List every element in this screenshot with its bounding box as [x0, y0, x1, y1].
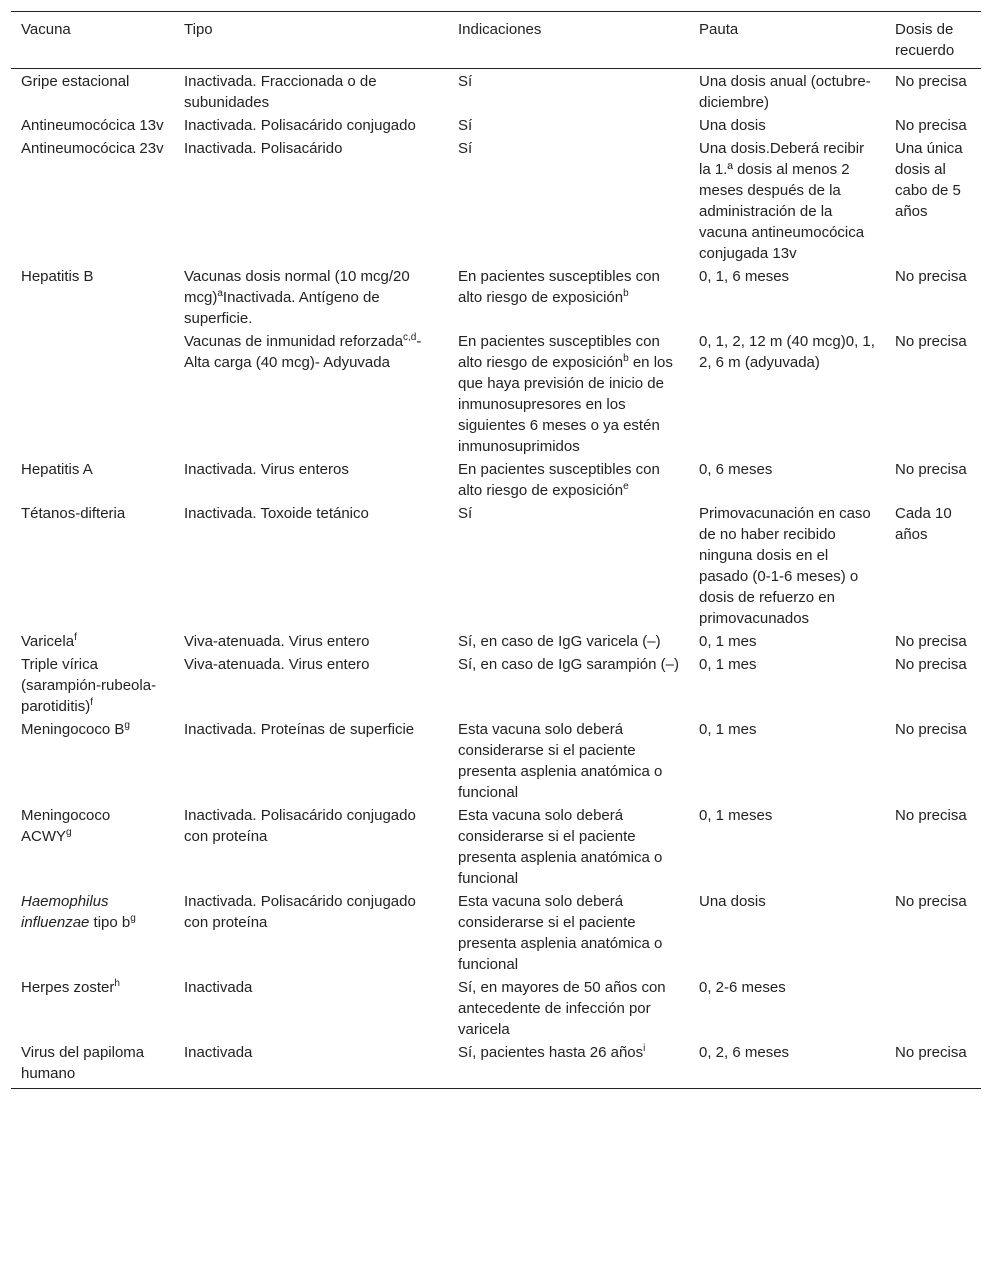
vacuna-footnote-mark: f: [74, 632, 77, 643]
tipo-text-cont: - Alta carga (40 mcg)- Adyuvada: [184, 333, 422, 371]
cell-vacuna: [11, 458, 174, 502]
header-dosis-recuerdo: Dosis de recuerdo: [895, 21, 955, 59]
dosis-text: No precisa: [895, 893, 967, 910]
indicaciones-text: Sí: [458, 73, 473, 90]
table-row: [11, 630, 981, 653]
vacuna-text: Meningococo B: [21, 721, 125, 738]
vacuna-text: Meningococo ACWY: [21, 807, 111, 845]
vacuna-text: Gripe estacional: [21, 73, 130, 90]
cell-tipo: [174, 458, 448, 502]
cell-tipo: [174, 890, 448, 976]
cell-tipo: [174, 804, 448, 890]
vacuna-text: Varicela: [21, 633, 75, 650]
cell-dosis: [885, 718, 981, 804]
cell-indicaciones: [448, 976, 689, 1041]
table-row: [11, 890, 981, 976]
cell-indicaciones: [448, 458, 689, 502]
indicaciones-text: Sí: [458, 117, 473, 134]
cell-indicaciones: [448, 330, 689, 458]
dosis-text: No precisa: [895, 656, 967, 673]
vacuna-text: Triple vírica (sarampión-rubeola-parotiditis): [21, 656, 157, 715]
cell-pauta: [689, 890, 885, 976]
cell-vacuna: [11, 1041, 174, 1089]
dosis-text: No precisa: [895, 807, 967, 824]
cell-indicaciones: [448, 718, 689, 804]
indicaciones-text: Esta vacuna solo deberá considerarse si el paciente presenta asplenia anatómica o funcional: [458, 721, 663, 801]
table-row: [11, 330, 981, 458]
tipo-text: Inactivada: [184, 1044, 253, 1061]
cell-vacuna: [11, 804, 174, 890]
dosis-text: No precisa: [895, 461, 967, 478]
vacuna-footnote-mark: g: [66, 827, 72, 838]
table-row: [11, 804, 981, 890]
dosis-text: Cada 10 años: [895, 505, 952, 543]
cell-tipo: [174, 1041, 448, 1089]
pauta-text: Primovacunación en caso de no haber recibido ninguna dosis en el pasado (0-1-6 meses) o dosis de refuerzo en primovacunados: [699, 505, 871, 627]
table-row: [11, 114, 981, 137]
cell-indicaciones: [448, 630, 689, 653]
cell-vacuna: [11, 653, 174, 718]
table-row: [11, 458, 981, 502]
indicaciones-footnote-mark: e: [623, 481, 629, 492]
cell-pauta: [689, 1041, 885, 1089]
cell-dosis: [885, 1041, 981, 1089]
header-pauta: Pauta: [699, 21, 739, 38]
cell-indicaciones: [448, 890, 689, 976]
cell-tipo: [174, 330, 448, 458]
vacuna-text: Virus del papiloma humano: [21, 1044, 145, 1082]
cell-dosis: [885, 330, 981, 458]
cell-vacuna: [11, 114, 174, 137]
pauta-text: 0, 2, 6 meses: [699, 1044, 790, 1061]
vacuna-footnote-mark: g: [130, 913, 136, 924]
cell-indicaciones: [448, 653, 689, 718]
cell-pauta: [689, 330, 885, 458]
cell-tipo: [174, 630, 448, 653]
vacuna-footnote-mark: h: [114, 978, 120, 989]
cell-dosis: [885, 502, 981, 630]
header-tipo: Tipo: [184, 21, 213, 38]
cell-dosis: [885, 976, 981, 1041]
table-body: [11, 69, 981, 1089]
cell-tipo: [174, 137, 448, 265]
cell-vacuna: [11, 265, 174, 330]
pauta-text: 0, 1, 6 meses: [699, 268, 790, 285]
vacuna-text: Antineumocócica 23v: [21, 140, 164, 157]
cell-dosis: [885, 890, 981, 976]
tipo-text: Viva-atenuada. Virus entero: [184, 633, 370, 650]
dosis-text: Una única dosis al cabo de 5 años: [895, 140, 963, 220]
vacuna-footnote-mark: f: [90, 697, 93, 708]
tipo-text: Inactivada. Fraccionada o de subunidades: [184, 73, 377, 111]
cell-pauta: [689, 458, 885, 502]
cell-pauta: [689, 69, 885, 115]
cell-vacuna: [11, 137, 174, 265]
cell-dosis: [885, 137, 981, 265]
cell-dosis: [885, 265, 981, 330]
cell-dosis: [885, 653, 981, 718]
cell-indicaciones: [448, 1041, 689, 1089]
tipo-text: Viva-atenuada. Virus entero: [184, 656, 370, 673]
tipo-text-cont: Inactivada. Antígeno de superficie.: [184, 289, 380, 327]
cell-tipo: [174, 69, 448, 115]
cell-vacuna: [11, 502, 174, 630]
indicaciones-text: Sí: [458, 140, 473, 157]
table-row: [11, 265, 981, 330]
dosis-text: No precisa: [895, 268, 967, 285]
indicaciones-footnote-mark: b: [623, 353, 629, 364]
cell-pauta: [689, 114, 885, 137]
pauta-text: Una dosis: [699, 117, 766, 134]
pauta-text: Una dosis.Deberá recibir la 1.ª dosis al menos 2 meses después de la administración de la vacuna antineumocócica conjugada 13v: [699, 140, 865, 262]
vaccine-table: [11, 11, 981, 1089]
table-row: [11, 976, 981, 1041]
cell-dosis: [885, 804, 981, 890]
cell-pauta: [689, 804, 885, 890]
cell-vacuna: [11, 630, 174, 653]
vacuna-text: Tétanos-difteria: [21, 505, 126, 522]
vacuna-text: Antineumocócica 13v: [21, 117, 164, 134]
tipo-footnote-mark: c,d: [403, 332, 417, 343]
tipo-text: Inactivada. Toxoide tetánico: [184, 505, 369, 522]
vacuna-text: Haemophilus influenzae: [21, 893, 109, 931]
cell-tipo: [174, 114, 448, 137]
header-vacuna: Vacuna: [21, 21, 71, 38]
indicaciones-text: Esta vacuna solo deberá considerarse si el paciente presenta asplenia anatómica o funcional: [458, 893, 663, 973]
vacuna-text: Herpes zoster: [21, 979, 115, 996]
vaccine-table-container: [11, 11, 981, 1089]
indicaciones-text: Sí: [458, 505, 473, 522]
indicaciones-text-cont: en los que haya previsión de inicio de inmunosupresores en los siguientes 6 meses o ya estén inmunosuprimidos: [458, 354, 673, 455]
pauta-text: 0, 1 meses: [699, 807, 773, 824]
cell-vacuna: [11, 69, 174, 115]
tipo-footnote-mark: a: [217, 288, 223, 299]
vacuna-text: Hepatitis A: [21, 461, 93, 478]
vacuna-footnote-mark: g: [124, 720, 130, 731]
cell-tipo: [174, 718, 448, 804]
vacuna-text-cont: tipo b: [89, 914, 131, 931]
tipo-text: Inactivada. Virus enteros: [184, 461, 349, 478]
indicaciones-text: Sí, en caso de IgG varicela (–): [458, 633, 661, 650]
dosis-text: No precisa: [895, 1044, 967, 1061]
cell-indicaciones: [448, 69, 689, 115]
cell-tipo: [174, 265, 448, 330]
indicaciones-footnote-mark: b: [623, 288, 629, 299]
cell-tipo: [174, 653, 448, 718]
indicaciones-text: Esta vacuna solo deberá considerarse si el paciente presenta asplenia anatómica o funcional: [458, 807, 663, 887]
cell-pauta: [689, 265, 885, 330]
cell-pauta: [689, 653, 885, 718]
cell-pauta: [689, 137, 885, 265]
pauta-text: 0, 2-6 meses: [699, 979, 786, 996]
tipo-text: Inactivada. Polisacárido conjugado con proteína: [184, 893, 416, 931]
vacuna-text: Hepatitis B: [21, 268, 94, 285]
indicaciones-text: Sí, pacientes hasta 26 años: [458, 1044, 644, 1061]
cell-dosis: [885, 630, 981, 653]
cell-tipo: [174, 976, 448, 1041]
pauta-text: 0, 1 mes: [699, 633, 757, 650]
dosis-text: No precisa: [895, 333, 967, 350]
pauta-text: 0, 1, 2, 12 m (40 mcg)0, 1, 2, 6 m (adyuvada): [699, 333, 875, 371]
pauta-text: 0, 6 meses: [699, 461, 773, 478]
cell-dosis: [885, 458, 981, 502]
table-row: [11, 137, 981, 265]
cell-pauta: [689, 718, 885, 804]
dosis-text: No precisa: [895, 721, 967, 738]
indicaciones-footnote-mark: i: [643, 1043, 646, 1054]
table-header-row: [11, 12, 981, 69]
dosis-text: No precisa: [895, 633, 967, 650]
header-indicaciones: Indicaciones: [458, 21, 542, 38]
tipo-text: Vacunas de inmunidad reforzada: [184, 333, 404, 350]
dosis-text: No precisa: [895, 73, 967, 90]
pauta-text: Una dosis anual (octubre-diciembre): [699, 73, 871, 111]
indicaciones-text: En pacientes susceptibles con alto riesgo de exposición: [458, 333, 660, 371]
table-row: [11, 653, 981, 718]
cell-pauta: [689, 976, 885, 1041]
table-row: [11, 69, 981, 115]
indicaciones-text: En pacientes susceptibles con alto riesgo de exposición: [458, 268, 660, 306]
cell-vacuna: [11, 890, 174, 976]
cell-indicaciones: [448, 265, 689, 330]
cell-indicaciones: [448, 804, 689, 890]
cell-indicaciones: [448, 502, 689, 630]
cell-tipo: [174, 502, 448, 630]
indicaciones-text: En pacientes susceptibles con alto riesgo de exposición: [458, 461, 660, 499]
cell-vacuna: [11, 718, 174, 804]
cell-dosis: [885, 114, 981, 137]
cell-vacuna: [11, 330, 174, 458]
cell-dosis: [885, 69, 981, 115]
cell-indicaciones: [448, 114, 689, 137]
cell-vacuna: [11, 976, 174, 1041]
pauta-text: 0, 1 mes: [699, 656, 757, 673]
pauta-text: 0, 1 mes: [699, 721, 757, 738]
table-row: [11, 1041, 981, 1089]
tipo-text: Inactivada. Polisacárido conjugado: [184, 117, 416, 134]
cell-pauta: [689, 630, 885, 653]
dosis-text: No precisa: [895, 117, 967, 134]
tipo-text: Inactivada. Proteínas de superficie: [184, 721, 415, 738]
pauta-text: Una dosis: [699, 893, 766, 910]
cell-pauta: [689, 502, 885, 630]
table-row: [11, 502, 981, 630]
tipo-text: Inactivada: [184, 979, 253, 996]
tipo-text: Vacunas dosis normal (10 mcg/20 mcg): [184, 268, 410, 306]
indicaciones-text: Sí, en mayores de 50 años con antecedente de infección por varicela: [458, 979, 666, 1038]
indicaciones-text: Sí, en caso de IgG sarampión (–): [458, 656, 679, 673]
table-row: [11, 718, 981, 804]
cell-indicaciones: [448, 137, 689, 265]
tipo-text: Inactivada. Polisacárido: [184, 140, 343, 157]
tipo-text: Inactivada. Polisacárido conjugado con proteína: [184, 807, 416, 845]
